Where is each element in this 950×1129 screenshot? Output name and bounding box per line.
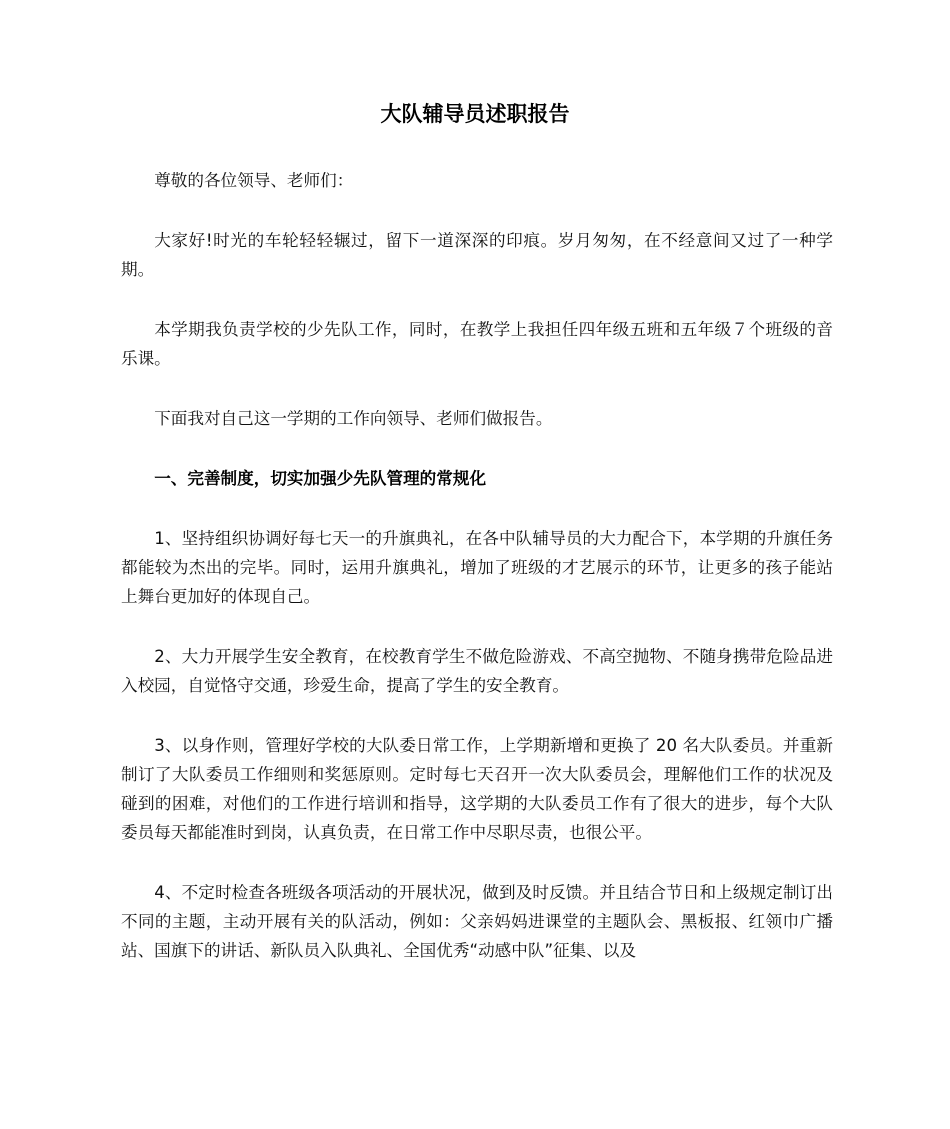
list-item: 4、不定时检查各班级各项活动的开展状况，做到及时反馈。并且结合节日和上级规定制订出不同的主题，主动开展有关的队活动，例如：父亲妈妈进课堂的主题队会、黑板报、红领巾广播站、国旗下的讲话、新队员入队典礼、全国优秀“动感中队”征集、以及 bbox=[121, 883, 833, 960]
section-heading: 一、完善制度，切实加强少先队管理的常规化 bbox=[154, 469, 487, 488]
paragraph-greeting: 大家好!时光的车轮轻轻辗过，留下一道深深的印痕。岁月匆匆，在不经意间又过了一种学期。 bbox=[121, 231, 833, 279]
paragraph-responsibilities: 本学期我负责学校的少先队工作，同时，在教学上我担任四年级五班和五年级７个班级的音乐课。 bbox=[121, 320, 833, 368]
document-title: 大队辅导员述职报告 bbox=[380, 102, 570, 126]
salutation: 尊敬的各位领导、老师们： bbox=[154, 171, 354, 190]
list-item: 1、坚持组织协调好每七天一的升旗典礼，在各中队辅导员的大力配合下，本学期的升旗任务都能较为杰出的完毕。同时，运用升旗典礼，增加了班级的才艺展示的环节，让更多的孩子能站上舞台更加好的体现自己。 bbox=[121, 529, 833, 606]
list-item: 3、以身作则，管理好学校的大队委日常工作，上学期新增和更换了 20 名大队委员。并重新制订了大队委员工作细则和奖惩原则。定时每七天召开一次大队委员会，理解他们工作的状况及碰到的困难，对他们的工作进行培训和指导，这学期的大队委员工作有了很大的进步，每个大队委员每天都能准时到岗，认真负责，在日常工作中尽职尽责，也很公平。 bbox=[121, 736, 833, 842]
paragraph-intro: 下面我对自己这一学期的工作向领导、老师们做报告。 bbox=[154, 409, 553, 428]
list-item: 2、大力开展学生安全教育，在校教育学生不做危险游戏、不高空抛物、不随身携带危险品进入校园，自觉恪守交通，珍爱生命，提高了学生的安全教育。 bbox=[121, 647, 833, 695]
document-body bbox=[121, 166, 833, 996]
